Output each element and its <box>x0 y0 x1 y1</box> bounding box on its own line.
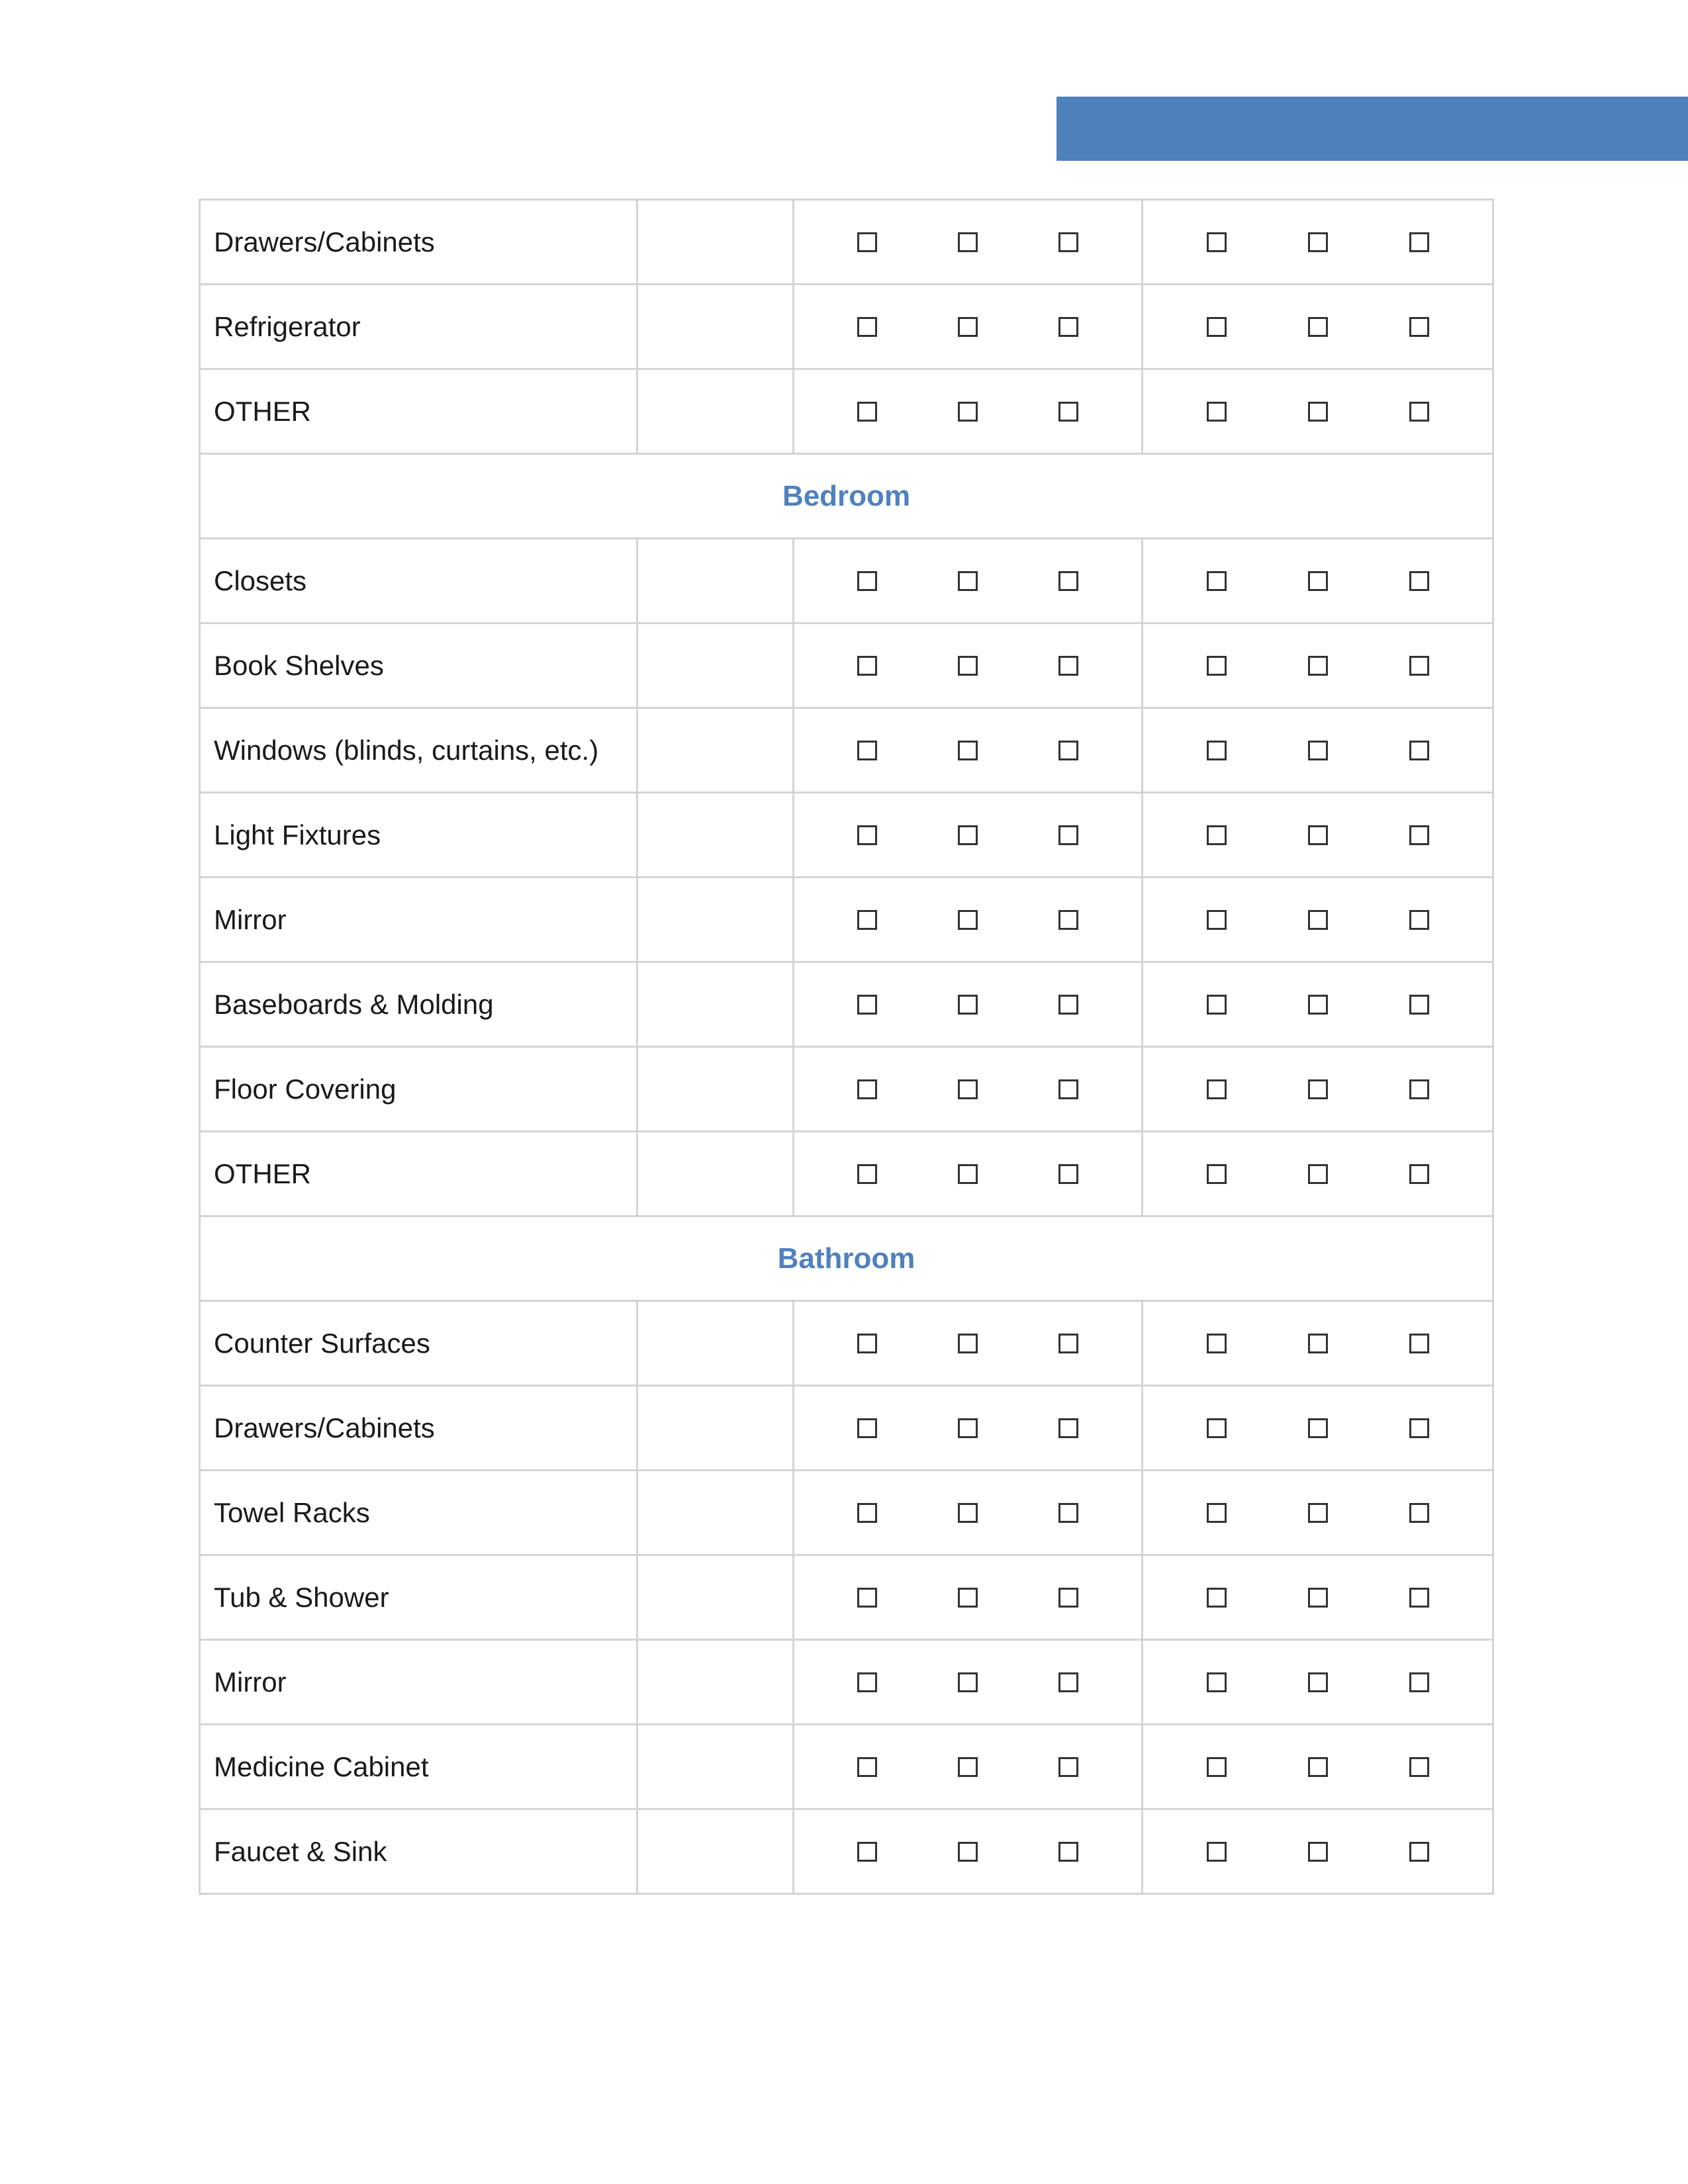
move-out-condition-group <box>1143 793 1493 878</box>
checklist-row <box>200 623 1493 708</box>
move-out-checkbox[interactable] <box>1308 741 1328 760</box>
move-out-checkbox[interactable] <box>1207 1418 1227 1438</box>
notes-cell[interactable] <box>637 793 794 878</box>
move-out-checkbox[interactable] <box>1409 1334 1429 1353</box>
move-in-checkbox[interactable] <box>958 232 978 252</box>
checklist-row <box>200 1301 1493 1386</box>
move-in-checkbox[interactable] <box>857 1334 877 1353</box>
move-out-checkbox[interactable] <box>1308 1079 1328 1099</box>
item-label: Drawers/Cabinets <box>200 1386 637 1471</box>
move-out-condition-group <box>1143 200 1493 285</box>
move-out-checkbox[interactable] <box>1308 402 1328 422</box>
item-label: Floor Covering <box>200 1047 637 1132</box>
move-out-checkbox[interactable] <box>1207 1588 1227 1608</box>
move-in-checkbox[interactable] <box>1058 1757 1078 1777</box>
move-in-checkbox[interactable] <box>958 1842 978 1862</box>
item-label: Towel Racks <box>200 1471 637 1555</box>
notes-cell[interactable] <box>637 1471 794 1555</box>
item-label: Refrigerator <box>200 285 637 369</box>
move-out-condition-group <box>1143 1809 1493 1894</box>
move-in-checkbox[interactable] <box>857 402 877 422</box>
item-label: Faucet & Sink <box>200 1809 637 1894</box>
move-in-checkbox[interactable] <box>1058 232 1078 252</box>
move-out-checkbox[interactable] <box>1409 1079 1429 1099</box>
item-label: Mirror <box>200 1640 637 1725</box>
move-out-checkbox[interactable] <box>1207 656 1227 676</box>
move-out-condition-group <box>1143 878 1493 962</box>
move-in-checkbox[interactable] <box>958 1164 978 1184</box>
move-in-condition-group <box>794 1725 1143 1809</box>
notes-cell[interactable] <box>637 708 794 793</box>
move-in-checkbox[interactable] <box>857 571 877 591</box>
move-out-checkbox[interactable] <box>1409 825 1429 845</box>
move-in-condition-group <box>794 1047 1143 1132</box>
move-out-checkbox[interactable] <box>1308 1842 1328 1862</box>
move-out-checkbox[interactable] <box>1308 1588 1328 1608</box>
notes-cell[interactable] <box>637 539 794 623</box>
move-out-checkbox[interactable] <box>1207 1164 1227 1184</box>
move-out-checkbox[interactable] <box>1308 232 1328 252</box>
checklist-row <box>200 1809 1493 1894</box>
move-out-condition-group <box>1143 1471 1493 1555</box>
item-label: Light Fixtures <box>200 793 637 878</box>
move-in-condition-group <box>794 539 1143 623</box>
move-out-checkbox[interactable] <box>1207 317 1227 337</box>
move-out-checkbox[interactable] <box>1308 1503 1328 1523</box>
checklist-row <box>200 1132 1493 1216</box>
move-out-checkbox[interactable] <box>1409 741 1429 760</box>
move-in-condition-group <box>794 200 1143 285</box>
move-in-condition-group <box>794 623 1143 708</box>
move-in-condition-group <box>794 285 1143 369</box>
checklist-body <box>200 200 1493 1894</box>
move-in-checkbox[interactable] <box>958 825 978 845</box>
move-out-checkbox[interactable] <box>1308 317 1328 337</box>
move-in-checkbox[interactable] <box>857 656 877 676</box>
move-out-checkbox[interactable] <box>1409 1503 1429 1523</box>
checklist-row <box>200 369 1493 454</box>
move-in-checkbox[interactable] <box>958 1334 978 1353</box>
move-out-checkbox[interactable] <box>1409 317 1429 337</box>
notes-cell[interactable] <box>637 200 794 285</box>
move-out-condition-group <box>1143 1555 1493 1640</box>
move-in-checkbox[interactable] <box>857 1842 877 1862</box>
item-label: OTHER <box>200 1132 637 1216</box>
item-label: Closets <box>200 539 637 623</box>
move-in-checkbox[interactable] <box>958 910 978 930</box>
move-out-checkbox[interactable] <box>1207 1757 1227 1777</box>
checklist-row <box>200 708 1493 793</box>
checklist-row <box>200 793 1493 878</box>
item-label: Counter Surfaces <box>200 1301 637 1386</box>
move-out-checkbox[interactable] <box>1207 1503 1227 1523</box>
item-label: Windows (blinds, curtains, etc.) <box>200 708 637 793</box>
move-in-checkbox[interactable] <box>1058 910 1078 930</box>
move-out-checkbox[interactable] <box>1409 1672 1429 1692</box>
checklist-row <box>200 200 1493 285</box>
move-out-checkbox[interactable] <box>1409 995 1429 1015</box>
move-in-checkbox[interactable] <box>857 995 877 1015</box>
move-in-condition-group <box>794 878 1143 962</box>
notes-cell[interactable] <box>637 962 794 1047</box>
move-out-condition-group <box>1143 962 1493 1047</box>
move-in-checkbox[interactable] <box>1058 317 1078 337</box>
section-heading: Bathroom <box>200 1216 1493 1301</box>
move-out-checkbox[interactable] <box>1409 656 1429 676</box>
move-in-checkbox[interactable] <box>1058 571 1078 591</box>
notes-cell[interactable] <box>637 1047 794 1132</box>
checklist-row <box>200 1725 1493 1809</box>
move-in-checkbox[interactable] <box>1058 656 1078 676</box>
move-in-checkbox[interactable] <box>958 1588 978 1608</box>
move-out-checkbox[interactable] <box>1308 1418 1328 1438</box>
move-out-checkbox[interactable] <box>1409 1757 1429 1777</box>
move-in-checkbox[interactable] <box>1058 1842 1078 1862</box>
move-in-condition-group <box>794 962 1143 1047</box>
move-in-checkbox[interactable] <box>857 1757 877 1777</box>
item-label: Book Shelves <box>200 623 637 708</box>
move-in-checkbox[interactable] <box>857 1164 877 1184</box>
notes-cell[interactable] <box>637 1555 794 1640</box>
move-out-checkbox[interactable] <box>1409 402 1429 422</box>
move-in-checkbox[interactable] <box>958 1503 978 1523</box>
move-in-condition-group <box>794 1809 1143 1894</box>
move-in-condition-group <box>794 1301 1143 1386</box>
move-out-checkbox[interactable] <box>1308 825 1328 845</box>
move-in-checkbox[interactable] <box>857 1503 877 1523</box>
move-in-condition-group <box>794 369 1143 454</box>
move-in-checkbox[interactable] <box>857 1588 877 1608</box>
move-in-condition-group <box>794 708 1143 793</box>
move-out-condition-group <box>1143 539 1493 623</box>
move-out-checkbox[interactable] <box>1409 232 1429 252</box>
move-in-checkbox[interactable] <box>857 825 877 845</box>
move-in-checkbox[interactable] <box>857 1079 877 1099</box>
move-in-checkbox[interactable] <box>958 317 978 337</box>
move-out-checkbox[interactable] <box>1207 825 1227 845</box>
checklist-row <box>200 878 1493 962</box>
move-out-checkbox[interactable] <box>1308 571 1328 591</box>
move-out-condition-group <box>1143 623 1493 708</box>
notes-cell[interactable] <box>637 1725 794 1809</box>
notes-cell[interactable] <box>637 1640 794 1725</box>
notes-cell[interactable] <box>637 369 794 454</box>
move-out-checkbox[interactable] <box>1308 1757 1328 1777</box>
item-label: Baseboards & Molding <box>200 962 637 1047</box>
move-in-checkbox[interactable] <box>958 1757 978 1777</box>
move-out-condition-group <box>1143 1640 1493 1725</box>
checklist-row <box>200 1386 1493 1471</box>
item-label: OTHER <box>200 369 637 454</box>
move-in-checkbox[interactable] <box>1058 825 1078 845</box>
move-in-condition-group <box>794 1555 1143 1640</box>
item-label: Tub & Shower <box>200 1555 637 1640</box>
move-out-condition-group <box>1143 369 1493 454</box>
item-label: Mirror <box>200 878 637 962</box>
move-in-condition-group <box>794 793 1143 878</box>
move-out-checkbox[interactable] <box>1308 1334 1328 1353</box>
section-header-row <box>200 454 1493 539</box>
move-in-checkbox[interactable] <box>958 995 978 1015</box>
move-out-condition-group <box>1143 285 1493 369</box>
move-out-checkbox[interactable] <box>1207 402 1227 422</box>
checklist-row <box>200 285 1493 369</box>
move-out-checkbox[interactable] <box>1207 741 1227 760</box>
move-in-condition-group <box>794 1386 1143 1471</box>
move-out-checkbox[interactable] <box>1308 910 1328 930</box>
move-in-checkbox[interactable] <box>958 741 978 760</box>
move-out-condition-group <box>1143 1386 1493 1471</box>
move-in-checkbox[interactable] <box>1058 1588 1078 1608</box>
move-out-checkbox[interactable] <box>1308 995 1328 1015</box>
checklist-row <box>200 1471 1493 1555</box>
move-out-checkbox[interactable] <box>1308 656 1328 676</box>
inspection-checklist-table <box>199 199 1494 1895</box>
move-in-checkbox[interactable] <box>857 1672 877 1692</box>
move-out-checkbox[interactable] <box>1409 1164 1429 1184</box>
move-out-checkbox[interactable] <box>1207 1672 1227 1692</box>
section-header-row <box>200 1216 1493 1301</box>
move-out-checkbox[interactable] <box>1308 1164 1328 1184</box>
move-out-checkbox[interactable] <box>1409 1588 1429 1608</box>
move-in-checkbox[interactable] <box>1058 1079 1078 1099</box>
notes-cell[interactable] <box>637 1809 794 1894</box>
move-in-checkbox[interactable] <box>958 1079 978 1099</box>
move-in-checkbox[interactable] <box>857 910 877 930</box>
header-accent-bar <box>1056 97 1688 161</box>
item-label: Medicine Cabinet <box>200 1725 637 1809</box>
notes-cell[interactable] <box>637 623 794 708</box>
move-out-checkbox[interactable] <box>1207 1842 1227 1862</box>
section-heading: Bedroom <box>200 454 1493 539</box>
move-in-checkbox[interactable] <box>958 1418 978 1438</box>
move-out-checkbox[interactable] <box>1207 910 1227 930</box>
checklist-row <box>200 962 1493 1047</box>
move-in-checkbox[interactable] <box>1058 402 1078 422</box>
move-out-checkbox[interactable] <box>1207 571 1227 591</box>
move-in-checkbox[interactable] <box>958 656 978 676</box>
move-in-checkbox[interactable] <box>857 232 877 252</box>
move-in-condition-group <box>794 1132 1143 1216</box>
checklist-row <box>200 539 1493 623</box>
move-in-checkbox[interactable] <box>1058 1164 1078 1184</box>
move-out-checkbox[interactable] <box>1207 1079 1227 1099</box>
move-in-checkbox[interactable] <box>1058 741 1078 760</box>
notes-cell[interactable] <box>637 285 794 369</box>
checklist-row <box>200 1047 1493 1132</box>
move-in-checkbox[interactable] <box>857 317 877 337</box>
move-out-checkbox[interactable] <box>1308 1672 1328 1692</box>
move-in-condition-group <box>794 1640 1143 1725</box>
move-out-checkbox[interactable] <box>1409 910 1429 930</box>
move-in-checkbox[interactable] <box>857 1418 877 1438</box>
item-label: Drawers/Cabinets <box>200 200 637 285</box>
move-in-checkbox[interactable] <box>1058 1418 1078 1438</box>
move-in-checkbox[interactable] <box>1058 1672 1078 1692</box>
move-in-checkbox[interactable] <box>1058 995 1078 1015</box>
move-in-checkbox[interactable] <box>958 402 978 422</box>
move-out-condition-group <box>1143 1725 1493 1809</box>
move-out-checkbox[interactable] <box>1409 571 1429 591</box>
move-out-condition-group <box>1143 1132 1493 1216</box>
notes-cell[interactable] <box>637 1301 794 1386</box>
move-out-checkbox[interactable] <box>1409 1842 1429 1862</box>
notes-cell[interactable] <box>637 878 794 962</box>
move-out-checkbox[interactable] <box>1207 1334 1227 1353</box>
move-out-checkbox[interactable] <box>1207 995 1227 1015</box>
move-in-checkbox[interactable] <box>958 1672 978 1692</box>
move-out-checkbox[interactable] <box>1409 1418 1429 1438</box>
move-out-checkbox[interactable] <box>1207 232 1227 252</box>
move-in-checkbox[interactable] <box>958 571 978 591</box>
move-out-condition-group <box>1143 1047 1493 1132</box>
move-out-condition-group <box>1143 708 1493 793</box>
notes-cell[interactable] <box>637 1132 794 1216</box>
move-in-checkbox[interactable] <box>857 741 877 760</box>
move-in-checkbox[interactable] <box>1058 1334 1078 1353</box>
checklist-row <box>200 1640 1493 1725</box>
notes-cell[interactable] <box>637 1386 794 1471</box>
move-out-condition-group <box>1143 1301 1493 1386</box>
move-in-condition-group <box>794 1471 1143 1555</box>
move-in-checkbox[interactable] <box>1058 1503 1078 1523</box>
checklist-row <box>200 1555 1493 1640</box>
